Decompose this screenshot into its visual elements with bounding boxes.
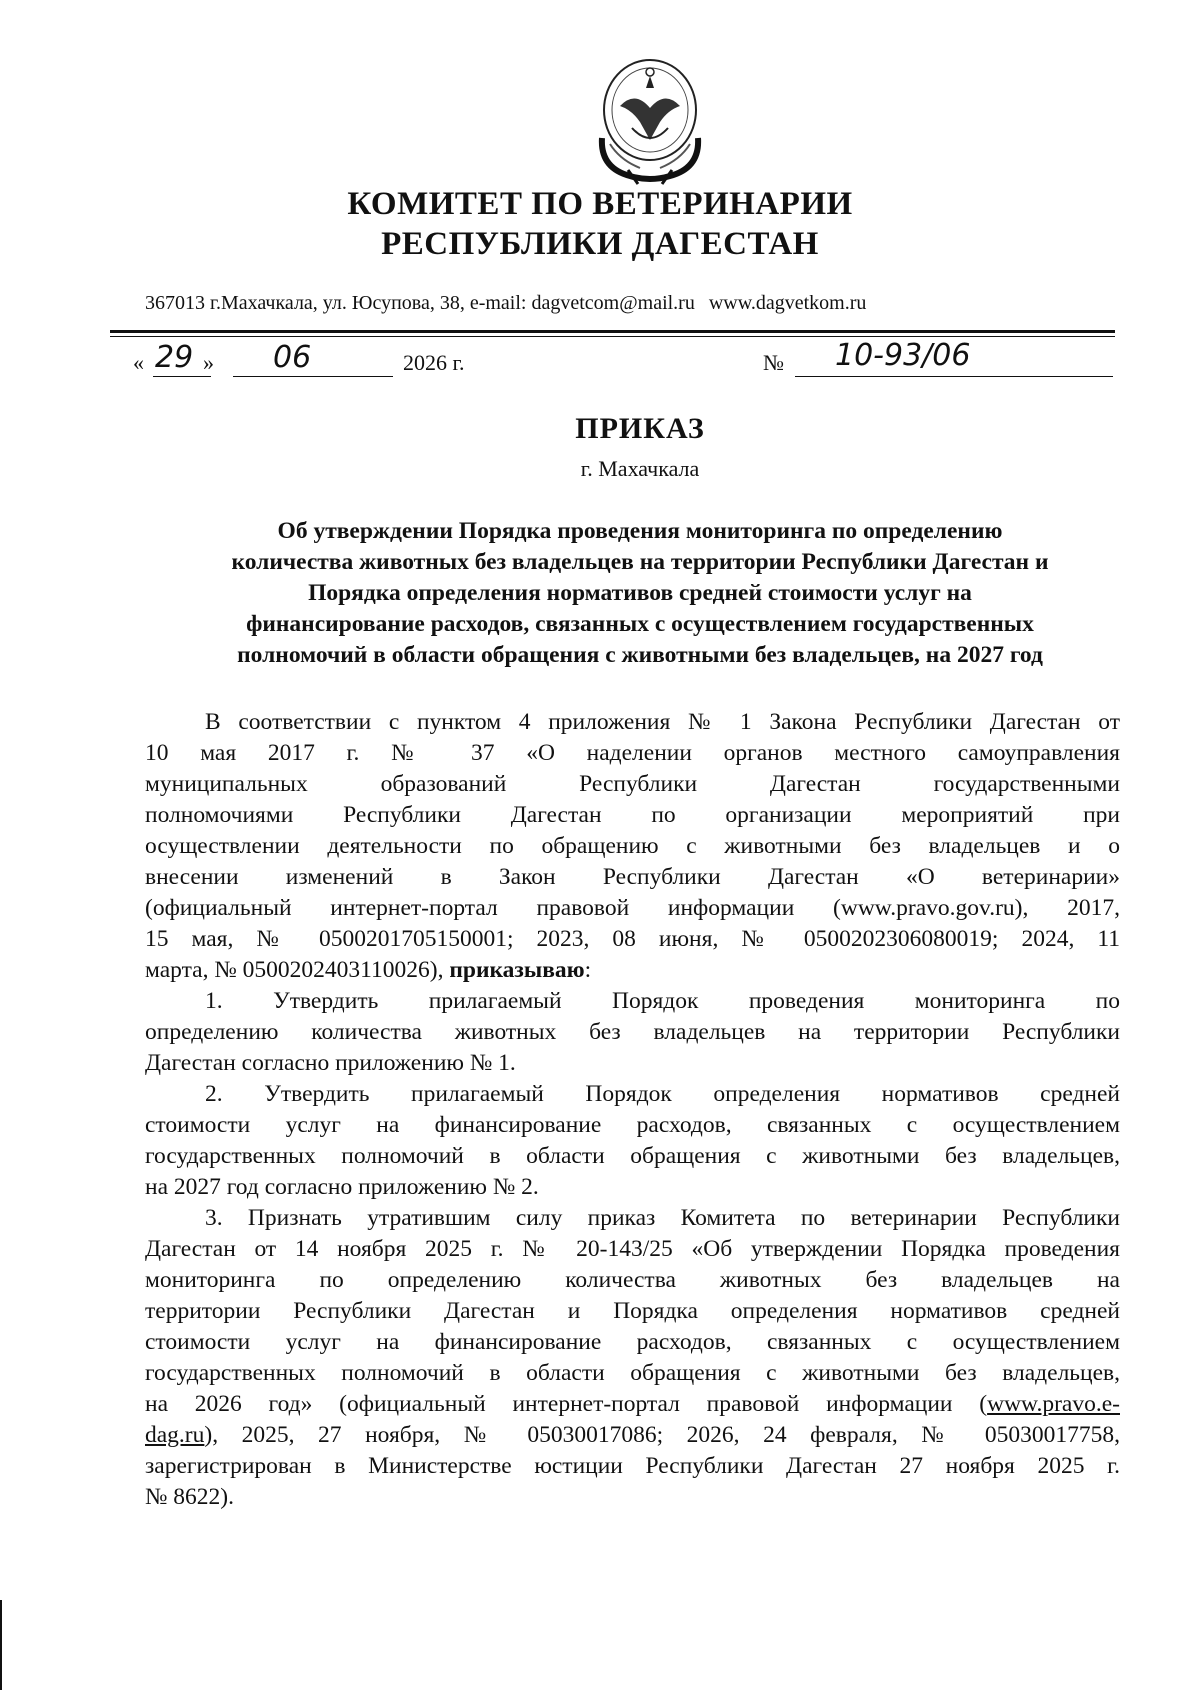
subject-line: полномочий в области обращения с животными без владельцев, на 2027 год: [237, 642, 1043, 668]
organization-name-line1: КОМИТЕТ ПО ВЕТЕРИНАРИИ: [347, 186, 853, 222]
item1-line: определению количества животных без владельцев на территории Республики: [145, 1019, 1120, 1045]
date-quote-open: «: [133, 350, 144, 375]
organization-address: [145, 292, 866, 315]
item3-line: территории Республики Дагестан и Порядка определения нормативов средней: [145, 1298, 1120, 1324]
body-line-text: марта, № 0500202403110026),: [145, 957, 450, 983]
item1-line: 1. Утвердить прилагаемый Порядок проведения мониторинга по: [205, 988, 1120, 1014]
handwritten-document-number: 10-93/06: [835, 338, 971, 373]
item3-line: № 8622).: [145, 1484, 234, 1510]
handwritten-month: 06: [273, 340, 312, 375]
month-underline: [233, 376, 393, 377]
day-underline: [153, 376, 211, 377]
item3-line: [145, 1389, 1120, 1420]
order-colon: :: [584, 957, 592, 983]
item3-line: зарегистрирован в Министерстве юстиции Республики Дагестан 27 ноября 2025 г.: [145, 1453, 1120, 1479]
body-line: полномочиями Республики Дагестан по организации мероприятий при: [145, 802, 1120, 828]
item3-line: государственных полномочий в области обращения с животными без владельцев,: [145, 1360, 1120, 1386]
body-line: 15 мая, № 0500201705150001; 2023, 08 июня, № 0500202306080019; 2024, 11: [145, 926, 1120, 952]
body-line: (официальный интернет-портал правовой информации (www.pravo.gov.ru), 2017,: [145, 895, 1120, 921]
item3-line: Дагестан от 14 ноября 2025 г. № 20-143/25 «Об утверждении Порядка проведения: [145, 1236, 1120, 1262]
body-line: муниципальных образований Республики Дагестан государственными: [145, 771, 1120, 797]
number-sign: №: [763, 350, 784, 375]
pravo-link-part1[interactable]: www.pravo.e-: [987, 1391, 1120, 1417]
item3-line: [145, 1420, 1120, 1451]
header-divider-thick: [110, 330, 1115, 333]
number-underline: [795, 376, 1113, 377]
organization-name-line2: РЕСПУБЛИКИ ДАГЕСТАН: [381, 226, 819, 262]
item3-line: стоимости услуг на финансирование расходов, связанных с осуществлением: [145, 1329, 1120, 1355]
order-body: [145, 707, 1120, 1513]
subject-line: Об утверждении Порядка проведения мониторинга по определению: [277, 518, 1003, 544]
scan-margin-line: [0, 1600, 2, 1690]
subject-line: финансирование расходов, связанных с осуществлением государственных: [246, 611, 1034, 637]
item3-line: 3. Признать утратившим силу приказ Комитета по ветеринарии Республики: [205, 1205, 1120, 1231]
item3-line: мониторинга по определению количества животных без владельцев на: [145, 1267, 1120, 1293]
date-year: 2026 г.: [403, 350, 465, 375]
body-line: [145, 955, 1120, 986]
website-text: www.dagvetkom.ru: [708, 292, 867, 314]
header-divider-thin: [110, 336, 1115, 337]
document-city: г. Махачкала: [580, 456, 700, 481]
item3-line-text: на 2026 год» (официальный интернет-портал правовой информации (: [145, 1391, 988, 1417]
item2-line: государственных полномочий в области обращения с животными без владельцев,: [145, 1143, 1120, 1169]
body-line: внесении изменений в Закон Республики Дагестан «О ветеринарии»: [145, 864, 1120, 890]
handwritten-day: 29: [155, 340, 194, 375]
order-subject: [140, 516, 1140, 671]
item3-line-text: ), 2025, 27 ноября, № 05030017086; 2026, 24 февраля, № 05030017758,: [204, 1422, 1120, 1448]
item2-line: на 2027 год согласно приложению № 2.: [145, 1174, 539, 1200]
coat-of-arms-emblem: [580, 48, 720, 188]
subject-line: количества животных без владельцев на территории Республики Дагестан и: [231, 549, 1049, 575]
address-text: 367013 г.Махачкала, ул. Юсупова, 38, e-mail: dagvetcom@mail.ru: [145, 292, 695, 314]
body-line: 10 мая 2017 г. № 37 «О наделении органов местного самоуправления: [145, 740, 1120, 766]
body-line: осуществлении деятельности по обращению с животными без владельцев и о: [145, 833, 1120, 859]
order-keyword: приказываю: [449, 957, 585, 983]
item2-line: стоимости услуг на финансирование расходов, связанных с осуществлением: [145, 1112, 1120, 1138]
item1-line: Дагестан согласно приложению № 1.: [145, 1050, 516, 1076]
subject-line: Порядка определения нормативов средней стоимости услуг на: [308, 580, 972, 606]
document-title: ПРИКАЗ: [575, 412, 705, 445]
body-line: В соответствии с пунктом 4 приложения № 1 Закона Республики Дагестан от: [205, 709, 1120, 735]
date-quote-close: »: [203, 350, 214, 375]
pravo-link-part2[interactable]: dag.ru: [145, 1422, 205, 1448]
item2-line: 2. Утвердить прилагаемый Порядок определения нормативов средней: [205, 1081, 1120, 1107]
date-number-line: [133, 338, 1125, 386]
